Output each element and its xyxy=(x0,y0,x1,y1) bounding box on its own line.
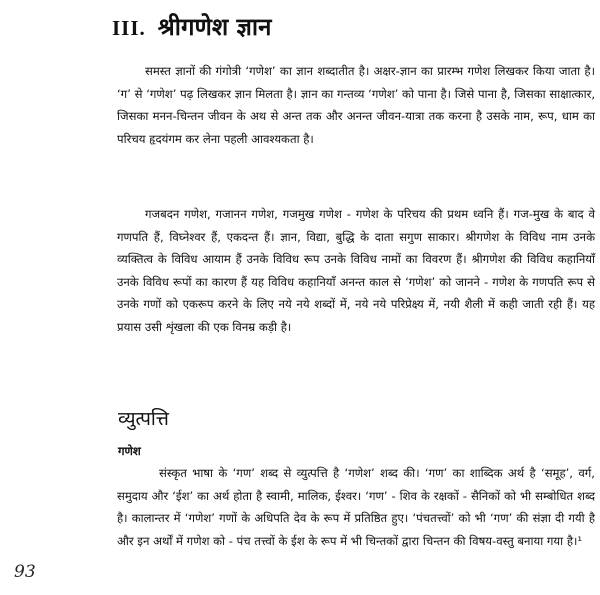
chapter-title: श्रीगणेश ज्ञान xyxy=(157,13,272,41)
paragraph-etymology: संस्कृत भाषा के ‘गण’ शब्द से व्युत्पत्ति है ‘गणेश’ शब्द की। ‘गण’ का शाब्दिक अर्थ है ‘समूह’, वर्ग, समुदाय और ‘ईश’ का अर्थ होता है स्वामी, मालिक, ईश्वर। ‘गण’ - शिव के रक्षकों - सैनिकों को भी सम्बोधित शब्द है। कालान्तर में ‘गणेश’ गणों के अधिपति देव के रूप में प्रतिष्ठित हुए। ‘पंचतत्त्वों’ को भी ‘गण’ की संज्ञा दी गयी है और इन अर्थों में गणेश को - पंच तत्त्वों के ईश के रूप में भी चिन्तकों द्वारा चिन्तन की विषय-वस्तु बनाया गया है।¹ xyxy=(117,466,595,548)
section-heading-etymology: व्युत्पत्ति xyxy=(118,408,169,430)
subsection-heading-ganesh: गणेश xyxy=(118,444,141,458)
paragraph-names-of-ganesh: गजबदन गणेश, गजानन गणेश, गजमुख गणेश - गणेश के परिचय की प्रथम ध्वनि हैं। गज-मुख के बाद वे गणपति हैं, विघ्नेश्वर हैं, एकदन्त हैं। ज्ञान, विद्या, बुद्धि के दाता सगुण साकार। श्रीगणेश के विविध नाम उनके व्यक्तित्व के विविध आयाम हैं उनके विविध रूप उनके विविध नामों का विवरण हैं। श्रीगणेश की विविध कहानियाँ उनके विविध रूपों का कारण हैं यह विविध कहानियाँ अनन्त काल से ‘गणेश’ को जानने - गणेश के गणपति रूप से उनके गणों को एकरूप करने के लिए नये नये शब्दों में, नये नये परिप्रेक्ष्य में, नयी शैली में कही जाती रही हैं। यह प्रयास उसी शृंखला की एक विनम्र कड़ी है। xyxy=(117,207,595,334)
chapter-heading xyxy=(112,10,271,60)
page-number: 93 xyxy=(14,562,36,582)
paragraph-intro: समस्त ज्ञानों की गंगोत्री ‘गणेश’ का ज्ञान शब्दातीत है। अक्षर-ज्ञान का प्रारम्भ गणेश लिखकर किया जाता है। ‘ग’ से ‘गणेश’ पढ़ लिखकर ज्ञान मिलता है। ज्ञान का गन्तव्य ‘गणेश’ को पाना है। जिसे पाना है, जिसका साक्षात्कार, जिसका मनन-चिन्तन जीवन के अथ से अन्त तक और अनन्त जीवन-यात्रा तक करना है उसके नाम, रूप, धाम का परिचय हृदयंगम कर लेना पहली आवश्यकता है। xyxy=(117,64,595,146)
chapter-number: III. xyxy=(112,16,146,40)
